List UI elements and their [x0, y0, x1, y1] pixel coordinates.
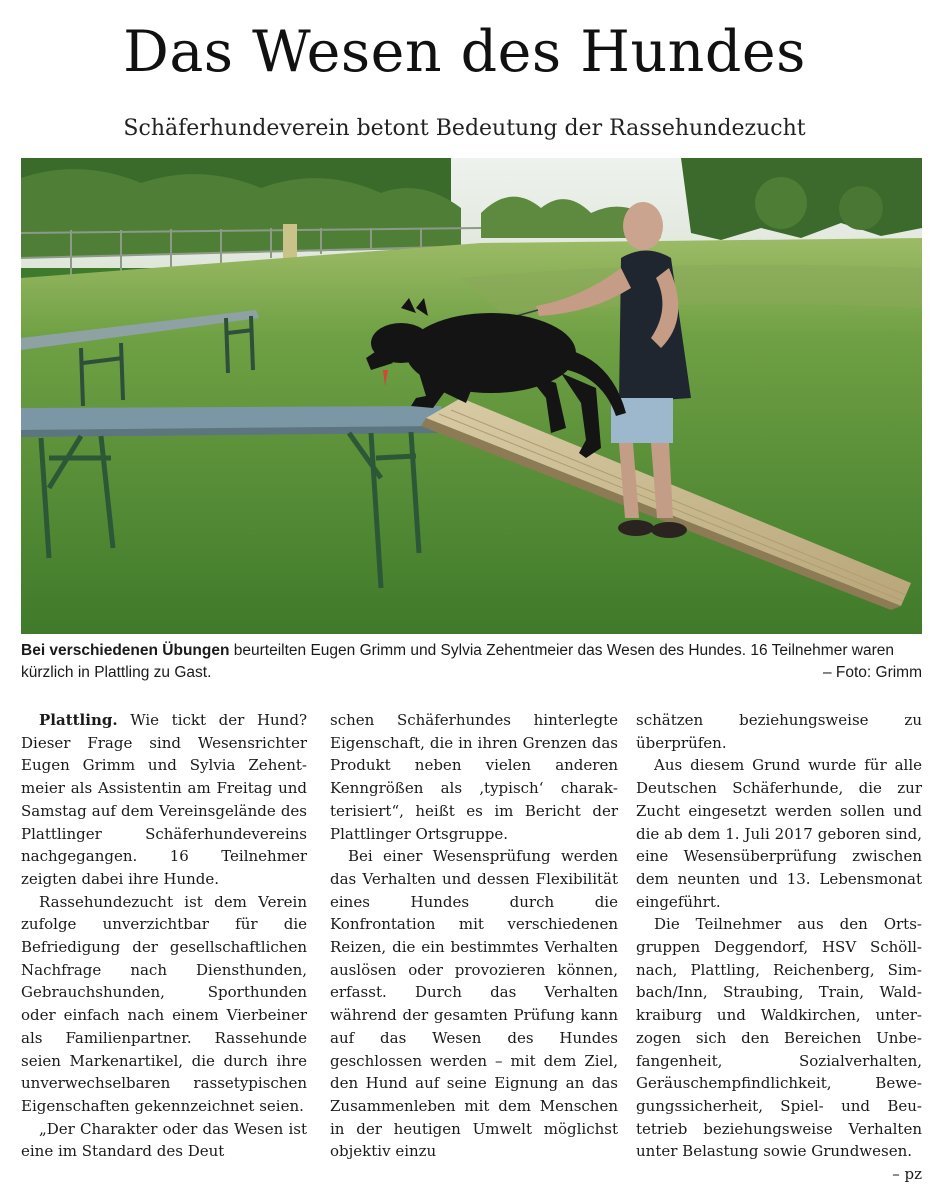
article-photo: [21, 158, 922, 634]
paragraph-text: Die Teilnehmer aus den Ortsgruppen Deggendorf, HSV Schöllnach, Plattling, Reichenberg, Simbach/Inn, Straubing, Train, Waldkraiburg und Waldkirchen, unterzogen sich den Bereichen Unbefangenheit, Sozialverhalten, Geräuschempfindlichkeit, Bewegungssicherheit, Spiel- und Beutetrieb beziehungsweise Verhalten unter Belastung sowie Grundwesen.: [636, 915, 922, 1161]
article-headline: Das Wesen des Hundes: [123, 19, 806, 85]
caption-lead: Bei verschiedenen Übungen: [21, 642, 230, 659]
paragraph: [21, 709, 307, 891]
article-column-2: [330, 709, 618, 1163]
paragraph-text: Wie tickt der Hund? Dieser Frage sind Wesensrichter Eugen Grimm und Sylvia Zehentmeier als Assistentin am Freitag und Samstag auf dem Vereinsgelände des Plattlinger Schäferhundevereins nachgegangen. 16 Teilnehmer zeigten dabei ihre Hunde.: [21, 711, 307, 888]
paragraph: Aus diesem Grund wurde für alle Deutschen Schäferhunde, die zur Zucht eingesetzt werden sollen und die ab dem 1. Juli 2017 geboren sind, eine Wesensüberprüfung zwischen dem neunten und 13. Lebensmonat eingeführt.: [636, 756, 922, 911]
article-column-3: [636, 709, 922, 1186]
dog-training-photo-illustration: [21, 158, 922, 634]
caption-text: beurteilten Eugen Grimm und Sylvia Zehentmeier das Wesen des Hundes. 16 Teilnehmer waren kürzlich in Plattling zu Gast.: [21, 642, 895, 681]
paragraph: [636, 913, 922, 1184]
article-column-1: [21, 709, 307, 1163]
photo-caption: [21, 640, 922, 684]
paragraph: schätzen beziehungsweise zu überprüfen.: [636, 711, 922, 752]
paragraph: Bei einer Wesensprüfung werden das Verhalten und dessen Flexibilität eines Hundes durch die Konfrontation mit verschiedenen Reizen, die ein bestimmtes Verhalten auslösen oder provozieren können, erfasst. Durch das Verhalten während der gesamten Prüfung kann auf das Wesen des Hundes geschlossen werden – mit dem Ziel, den Hund auf seine Eignung an das Zusammenleben mit dem Menschen in der heutigen Umwelt möglichst objektiv einzu: [330, 847, 618, 1161]
dateline: Plattling.: [39, 711, 118, 729]
author-signature: – pz: [892, 1165, 922, 1184]
paragraph: „Der Charakter oder das Wesen ist eine im Standard des Deut: [21, 1119, 307, 1161]
paragraph: schen Schäferhundes hinterlegte Eigenschaft, die in ihren Grenzen das Produkt neben vielen anderen Kenngrößen als ‚typisch‘ charakterisiert“, heißt es im Bericht der Plattlinger Ortsgruppe.: [330, 711, 618, 843]
article-subheadline: Schäferhundeverein betont Bedeutung der Rassehundezucht: [123, 116, 806, 141]
paragraph: Rassehundezucht ist dem Verein zufolge unverzichtbar für die Befriedigung der gesellschaftlichen Nachfrage nach Diensthunden, Gebrauchshunden, Sporthunden oder einfach nach einem Vierbeiner als Familienpartner. Rassehunde seien Markenartikel, die durch ihre unverwechselbaren rassetypischen Eigenschaften gekennzeichnet seien.: [21, 892, 307, 1115]
photo-credit: – Foto: Grimm: [822, 664, 922, 681]
